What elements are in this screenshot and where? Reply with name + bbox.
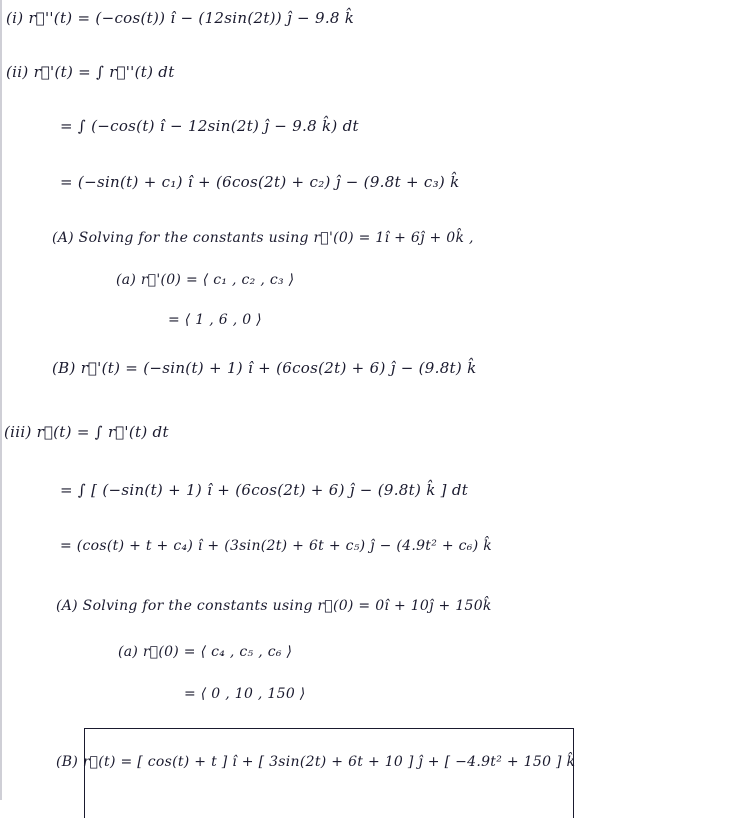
step-iii-position-integral: (iii) r⃗(t) = ∫ r⃗'(t) dt: [4, 423, 169, 441]
step-ii-velocity-general: = (−sin(t) + c₁) î + (6cos(2t) + c₂) ĵ − (9.8t + c₃) k̂: [60, 173, 460, 191]
step-ii-integral-expanded: = ∫ (−cos(t) î − 12sin(2t) ĵ − 9.8 k̂) dt: [60, 117, 359, 135]
step-ii-velocity-integral: (ii) r⃗'(t) = ∫ r⃗''(t) dt: [6, 63, 175, 81]
step-iii-a-initial-values: = ⟨ 0 , 10 , 150 ⟩: [184, 686, 306, 702]
step-i-acceleration: (i) r⃗''(t) = (−cos(t)) î − (12sin(2t)) ĵ − 9.8 k̂: [6, 9, 355, 27]
step-ii-A-constants-text: (A) Solving for the constants using r⃗'(0) = 1î + 6ĵ + 0k̂ ,: [52, 230, 474, 246]
page-margin-line: [0, 0, 2, 800]
step-ii-a-initial-vector: (a) r⃗'(0) = ⟨ c₁ , c₂ , c₃ ⟩: [116, 272, 295, 288]
step-iii-integral-expanded: = ∫ [ (−sin(t) + 1) î + (6cos(2t) + 6) ĵ − (9.8t) k̂ ] dt: [60, 481, 469, 499]
step-iii-a-initial-vector: (a) r⃗(0) = ⟨ c₄ , c₅ , c₆ ⟩: [118, 644, 293, 660]
step-iii-B-position-final: (B) r⃗(t) = [ cos(t) + t ] î + [ 3sin(2t) + 6t + 10 ] ĵ + [ −4.9t² + 150 ] k̂: [56, 754, 576, 770]
step-ii-B-velocity-final: (B) r⃗'(t) = (−sin(t) + 1) î + (6cos(2t) + 6) ĵ − (9.8t) k̂: [52, 359, 477, 377]
step-iii-position-general: = (cos(t) + t + c₄) î + (3sin(2t) + 6t + c₅) ĵ − (4.9t² + c₆) k̂: [60, 538, 492, 554]
step-iii-A-constants-text: (A) Solving for the constants using r⃗(0) = 0î + 10ĵ + 150k̂: [56, 598, 492, 614]
final-answer-box: [84, 728, 574, 818]
step-ii-a-initial-values: = ⟨ 1 , 6 , 0 ⟩: [168, 312, 262, 328]
